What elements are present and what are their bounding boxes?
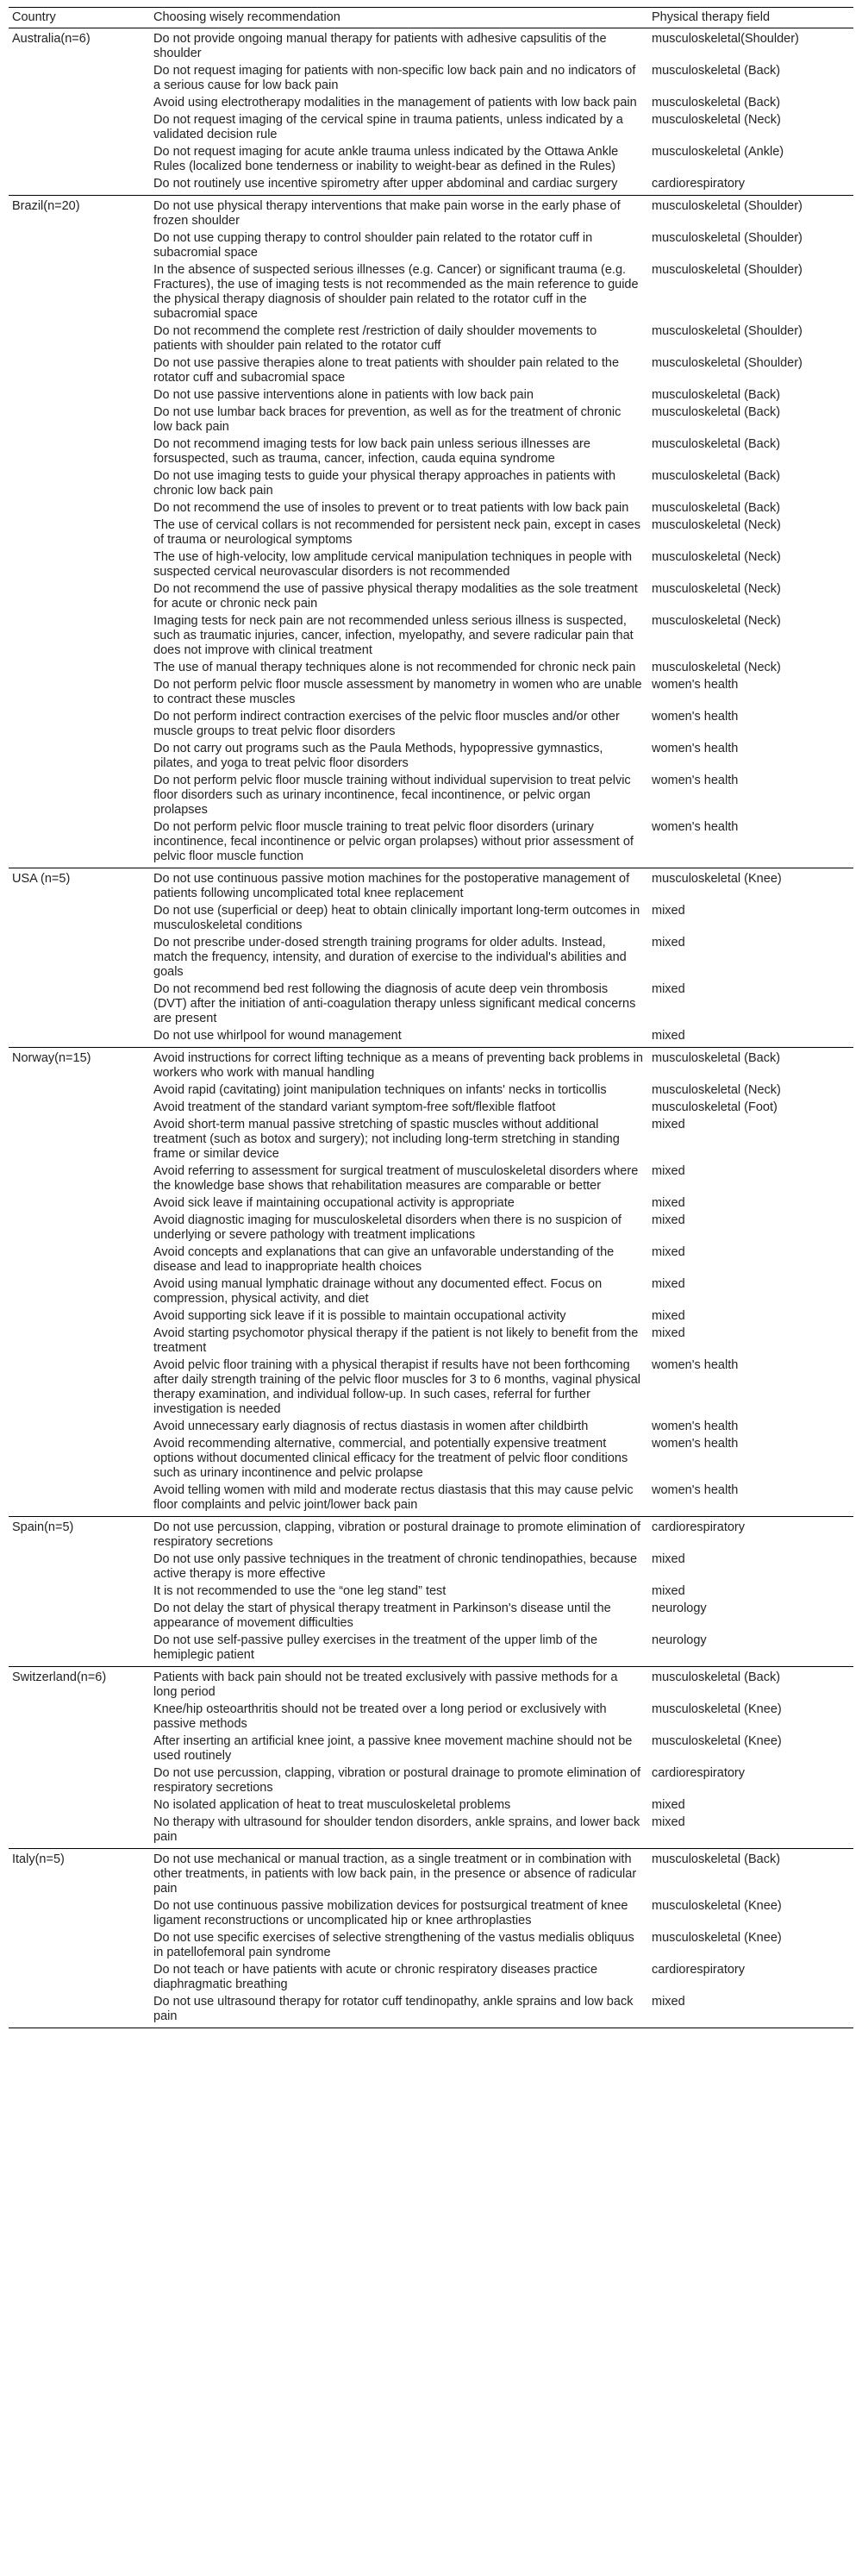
table-row [9,1326,853,1357]
table-row [9,741,853,773]
field-cell: women's health [652,1437,739,1451]
table-row [9,1765,853,1797]
country-group [9,1849,853,2028]
recommendation-cell: Avoid treatment of the standard variant symptom-free soft/flexible flatfoot [153,1100,556,1114]
country-cell [9,323,150,355]
table-row [9,549,853,581]
table-row [9,935,853,981]
country-cell: Switzerland(n=6) [12,1670,107,1684]
recommendation-cell: Avoid concepts and explanations that can give an unfavorable understanding of the disease and lead to inappropriate health choices [153,1245,615,1274]
table-row [9,1667,853,1702]
table-row [9,1898,853,1930]
country-cell: USA (n=5) [12,872,71,886]
table-row [9,95,853,112]
table-row [9,1213,853,1244]
country-cell [9,903,150,935]
field-cell: cardiorespiratory [652,177,745,191]
table-row [9,1048,853,1083]
field-cell: mixed [652,1029,685,1043]
field-cell: musculoskeletal (Back) [652,1051,781,1065]
field-cell: neurology [652,1633,707,1647]
country-cell [9,1163,150,1195]
recommendation-cell: Do not perform pelvic floor muscle assessment by manometry in women who are unable to contract these muscles [153,678,642,706]
table-row [9,112,853,144]
field-cell: musculoskeletal (Knee) [652,1931,782,1945]
field-cell: musculoskeletal (Knee) [652,1899,782,1913]
table-row [9,1962,853,1994]
field-cell: mixed [652,1196,685,1210]
country-cell [9,677,150,709]
table-row [9,1551,853,1583]
field-cell: musculoskeletal (Shoulder) [652,324,803,338]
table-row [9,1702,853,1733]
field-cell: mixed [652,1552,685,1566]
field-cell: musculoskeletal (Neck) [652,614,781,628]
country-cell [9,1419,150,1436]
field-cell: musculoskeletal (Shoulder) [652,231,803,245]
field-cell: musculoskeletal (Neck) [652,550,781,564]
recommendation-cell: Avoid pelvic floor training with a physical therapist if results have not been forthcoming after daily strength training of the pelvic floor muscles for 3 to 6 months, vaginal physical therapy examination, and individual follow-up. In such cases, referral for further investigation is needed [153,1358,640,1416]
field-cell: women's health [652,678,739,692]
field-cell: women's health [652,742,739,755]
recommendation-cell: No isolated application of heat to treat musculoskeletal problems [153,1798,511,1812]
table-row [9,660,853,677]
recommendation-cell: Do not request imaging for acute ankle trauma unless indicated by the Ottawa Ankle Rules (localized bone tenderness or inability to weight-bear as defined in the Rules) [153,145,619,173]
field-cell: musculoskeletal (Back) [652,64,781,78]
country-cell [9,1244,150,1276]
recommendation-cell: Do not use specific exercises of selective strengthening of the vastus medialis obliquus in patellofemoral pain syndrome [153,1931,634,1959]
field-cell: mixed [652,1584,685,1598]
field-cell: musculoskeletal (Shoulder) [652,199,803,213]
table-row [9,1276,853,1308]
country-cell [9,500,150,517]
table-row [9,144,853,176]
table-row [9,1117,853,1163]
table-row [9,1357,853,1419]
recommendation-cell: In the absence of suspected serious illnesses (e.g. Cancer) or significant trauma (e.g. Fractures), the use of imaging tests is not recommended as the main reference to guide the physical therapy diagnosis of shoulder pain related to the rotator cuff in the subacromial space [153,263,639,321]
field-cell: musculoskeletal(Shoulder) [652,32,799,46]
country-group [9,1048,853,1517]
recommendation-cell: It is not recommended to use the “one leg stand” test [153,1584,447,1598]
country-cell [9,1213,150,1244]
table-row [9,981,853,1028]
recommendation-cell: Do not perform indirect contraction exercises of the pelvic floor muscles and/or other muscle groups to treat pelvic floor disorders [153,710,620,738]
country-cell: Brazil(n=20) [12,199,80,213]
table-row [9,323,853,355]
field-cell: musculoskeletal (Foot) [652,1100,778,1114]
country-cell [9,1195,150,1213]
recommendation-cell: Avoid starting psychomotor physical therapy if the patient is not likely to benefit from the treatment [153,1326,639,1355]
recommendation-cell: Do not use percussion, clapping, vibration or postural drainage to promote elimination of respiratory secretions [153,1520,641,1549]
recommendation-cell: Do not delay the start of physical therapy treatment in Parkinson's disease until the appearance of movement difficulties [153,1601,611,1630]
table-row [9,819,853,868]
recommendation-cell: Do not perform pelvic floor muscle training without individual supervision to treat pelvic floor disorders such as urinary incontinence, fecal incontinence, or pelvic organ prolapses [153,774,631,817]
country-group [9,28,853,196]
country-cell [9,1117,150,1163]
field-cell: musculoskeletal (Back) [652,96,781,110]
recommendation-cell: Do not use physical therapy interventions that make pain worse in the early phase of frozen shoulder [153,199,621,228]
recommendation-cell: Avoid unnecessary early diagnosis of rectus diastasis in women after childbirth [153,1420,589,1433]
header-row [9,8,853,28]
table-row [9,1930,853,1962]
country-cell [9,95,150,112]
country-cell [9,581,150,613]
field-cell: mixed [652,1815,685,1829]
country-cell [9,1436,150,1482]
table-row [9,1733,853,1765]
country-cell [9,1962,150,1994]
country-cell [9,387,150,404]
table-row [9,903,853,935]
country-cell: Italy(n=5) [12,1852,65,1866]
table-row [9,1517,853,1552]
recommendation-cell: Do not perform pelvic floor muscle training to treat pelvic floor disorders (urinary incontinence, fecal incontinence or pelvic organ prolapses) without prior assessment of pelvic floor muscle function [153,820,634,863]
table-row [9,1797,853,1814]
country-cell [9,517,150,549]
recommendation-cell: Do not provide ongoing manual therapy for patients with adhesive capsulitis of the shoulder [153,32,607,60]
recommendation-cell: Do not use lumbar back braces for prevention, as well as for the treatment of chronic low back pain [153,405,622,434]
country-cell: Spain(n=5) [12,1520,74,1534]
country-cell [9,981,150,1028]
table-row [9,709,853,741]
country-cell [9,436,150,468]
table-row [9,1994,853,2028]
country-cell [9,1898,150,1930]
field-cell: mixed [652,1798,685,1812]
recommendation-cell: The use of manual therapy techniques alone is not recommended for chronic neck pain [153,661,636,674]
table-row [9,1100,853,1117]
recommendation-cell: Do not use continuous passive mobilization devices for postsurgical treatment of knee ligament reconstructions or uncomplicated hip or knee arthroplasties [153,1899,628,1927]
country-cell [9,1551,150,1583]
recommendation-cell: Do not use passive interventions alone in patients with low back pain [153,388,534,402]
field-cell: cardiorespiratory [652,1520,745,1534]
recommendation-cell: Do not use imaging tests to guide your physical therapy approaches in patients with chronic low back pain [153,469,616,498]
recommendation-cell: Avoid supporting sick leave if it is possible to maintain occupational activity [153,1309,566,1323]
recommendation-cell: Avoid using manual lymphatic drainage without any documented effect. Focus on compression, physical activity, and diet [153,1277,603,1306]
field-cell: musculoskeletal (Back) [652,469,781,483]
table-row [9,1082,853,1100]
table-row [9,63,853,95]
field-cell: mixed [652,1277,685,1291]
field-cell: musculoskeletal (Ankle) [652,145,784,159]
recommendation-cell: Avoid short-term manual passive stretching of spastic muscles without additional treatment (such as botox and surgery); not including long-term stretching in standing frame or similar device [153,1118,620,1161]
recommendation-cell: Avoid instructions for correct lifting technique as a means of preventing back problems in workers who work with manual handling [153,1051,643,1080]
country-cell [9,1930,150,1962]
country-cell: Norway(n=15) [12,1051,91,1065]
field-cell: musculoskeletal (Knee) [652,872,782,886]
field-cell: mixed [652,1213,685,1227]
table-row [9,387,853,404]
country-cell [9,468,150,500]
recommendation-cell: Imaging tests for neck pain are not recommended unless serious illness is suspected, such as traumatic injuries, cancer, infection, myelopathy, and severe radicular pain that does not improve with clinical treatment [153,614,634,657]
field-cell: cardiorespiratory [652,1963,745,1977]
recommendations-table [9,7,853,2028]
table-row [9,1308,853,1326]
recommendation-cell: The use of high-velocity, low amplitude cervical manipulation techniques in people with suspected cervical neurovascular disorders is not recommended [153,550,633,579]
table-row [9,404,853,436]
country-cell [9,1583,150,1601]
header-field: Physical therapy field [648,8,853,28]
recommendation-cell: Avoid telling women with mild and moderate rectus diastasis that this may cause pelvic floor complaints and pelvic joint/lower back pain [153,1483,634,1512]
country-cell [9,1633,150,1667]
field-cell: musculoskeletal (Back) [652,388,781,402]
field-cell: musculoskeletal (Back) [652,1670,781,1684]
recommendation-cell: Knee/hip osteoarthritis should not be treated over a long period or exclusively with passive methods [153,1702,607,1731]
field-cell: musculoskeletal (Neck) [652,518,781,532]
recommendation-cell: Do not use ultrasound therapy for rotator cuff tendinopathy, ankle sprains and low back pain [153,1995,634,2023]
table-row [9,1195,853,1213]
table-row [9,436,853,468]
country-cell [9,709,150,741]
field-cell: mixed [652,1118,685,1131]
field-cell: women's health [652,1420,739,1433]
country-cell [9,262,150,323]
country-cell [9,613,150,660]
table-row [9,1601,853,1633]
table-row [9,1814,853,1849]
recommendation-cell: Do not use only passive techniques in the treatment of chronic tendinopathies, because active therapy is more effective [153,1552,638,1581]
recommendation-cell: Do not use percussion, clapping, vibration or postural drainage to promote elimination of respiratory secretions [153,1766,641,1795]
country-cell [9,144,150,176]
recommendation-cell: Do not use whirlpool for wound management [153,1029,402,1043]
recommendation-cell: Do not use continuous passive motion machines for the postoperative management of patients following uncomplicated total knee replacement [153,872,630,900]
country-cell [9,1797,150,1814]
field-cell: musculoskeletal (Shoulder) [652,356,803,370]
recommendation-cell: Do not carry out programs such as the Paula Methods, hypopressive gymnastics, pilates, and yoga to treat pelvic floor disorders [153,742,603,770]
country-cell [9,404,150,436]
table-row [9,868,853,904]
table-row [9,1028,853,1048]
country-cell [9,935,150,981]
country-cell [9,549,150,581]
table-row [9,176,853,196]
recommendation-cell: Do not use (superficial or deep) heat to obtain clinically important long-term outcomes in musculoskeletal conditions [153,904,640,932]
recommendation-cell: Do not teach or have patients with acute or chronic respiratory diseases practice diaphragmatic breathing [153,1963,598,1991]
recommendation-cell: Do not use mechanical or manual traction, as a single treatment or in combination with other treatments, in patients with low back pain, in the presence or absence of radicular pain [153,1852,637,1896]
country-cell [9,1100,150,1117]
recommendation-cell: Avoid using electrotherapy modalities in the management of patients with low back pain [153,96,637,110]
field-cell: mixed [652,1164,685,1178]
country-cell [9,1326,150,1357]
recommendation-cell: Avoid diagnostic imaging for musculoskeletal disorders when there is no suspicion of underlying or severe pathology with treatment implications [153,1213,622,1242]
recommendation-cell: The use of cervical collars is not recommended for persistent neck pain, except in cases of trauma or neurological symptoms [153,518,640,547]
country-cell [9,1994,150,2028]
country-cell [9,773,150,819]
table-row [9,500,853,517]
country-cell [9,355,150,387]
table-row [9,1419,853,1436]
field-cell: cardiorespiratory [652,1766,745,1780]
country-cell [9,1601,150,1633]
field-cell: musculoskeletal (Neck) [652,113,781,127]
field-cell: women's health [652,774,739,787]
table-row [9,262,853,323]
table-row [9,773,853,819]
field-cell: musculoskeletal (Back) [652,501,781,515]
table-row [9,196,853,231]
country-cell [9,1482,150,1517]
country-cell [9,112,150,144]
field-cell: mixed [652,936,685,950]
table-header [9,8,853,28]
field-cell: musculoskeletal (Knee) [652,1702,782,1716]
recommendation-cell: Do not recommend bed rest following the diagnosis of acute deep vein thrombosis (DVT) after the initiation of anti-coagulation therapy unless significant medical concerns are present [153,982,636,1025]
country-cell [9,1082,150,1100]
field-cell: women's health [652,1358,739,1372]
recommendation-cell: Do not recommend the use of insoles to prevent or to treat patients with low back pain [153,501,629,515]
header-recommendation: Choosing wisely recommendation [150,8,648,28]
country-group [9,1667,853,1849]
field-cell: mixed [652,1326,685,1340]
field-cell: women's health [652,1483,739,1497]
field-cell: musculoskeletal (Neck) [652,1083,781,1097]
field-cell: musculoskeletal (Neck) [652,661,781,674]
field-cell: mixed [652,1309,685,1323]
country-cell [9,819,150,868]
table-row [9,677,853,709]
field-cell: mixed [652,1245,685,1259]
recommendation-cell: Avoid rapid (cavitating) joint manipulation techniques on infants' necks in torticollis [153,1083,607,1097]
country-cell [9,1276,150,1308]
recommendation-cell: Do not use self-passive pulley exercises in the treatment of the upper limb of the hemiplegic patient [153,1633,598,1662]
recommendation-cell: Do not request imaging of the cervical spine in trauma patients, unless indicated by a validated decision rule [153,113,623,141]
field-cell: mixed [652,904,685,918]
table-row [9,581,853,613]
recommendation-cell: Avoid recommending alternative, commercial, and potentially expensive treatment options without documented clinical efficacy for the treatment of pelvic floor conditions such as urinary incontinence and pelvic prolapse [153,1437,628,1480]
country-cell [9,1814,150,1849]
field-cell: musculoskeletal (Back) [652,1852,781,1866]
field-cell: musculoskeletal (Back) [652,405,781,419]
country-cell [9,1702,150,1733]
field-cell: women's health [652,710,739,724]
table-row [9,1633,853,1667]
recommendation-cell: After inserting an artificial knee joint, a passive knee movement machine should not be used routinely [153,1734,633,1763]
country-cell [9,1028,150,1048]
table-row [9,1482,853,1517]
country-group [9,1517,853,1667]
field-cell: mixed [652,1995,685,2009]
recommendation-cell: Do not use passive therapies alone to treat patients with shoulder pain related to the rotator cuff and subacromial space [153,356,620,385]
recommendation-cell: Do not recommend imaging tests for low back pain unless serious illnesses are forsuspected, such as trauma, cancer, infection, cauda equina syndrome [153,437,590,466]
table-row [9,468,853,500]
field-cell: mixed [652,982,685,996]
field-cell: musculoskeletal (Back) [652,437,781,451]
country-cell [9,1765,150,1797]
country-cell [9,63,150,95]
field-cell: neurology [652,1601,707,1615]
recommendation-cell: Do not request imaging for patients with non-specific low back pain and no indicators of a serious cause for low back pain [153,64,636,92]
table-row [9,1436,853,1482]
table-row [9,517,853,549]
recommendation-cell: No therapy with ultrasound for shoulder tendon disorders, ankle sprains, and lower back pain [153,1815,640,1844]
field-cell: women's health [652,820,739,834]
table-row [9,230,853,262]
table-row [9,28,853,64]
table-row [9,1849,853,1899]
recommendation-cell: Avoid referring to assessment for surgical treatment of musculoskeletal disorders where the knowledge base shows that rehabilitation measures are comparable or better [153,1164,639,1193]
field-cell: musculoskeletal (Knee) [652,1734,782,1748]
table-row [9,613,853,660]
country-cell [9,1357,150,1419]
country-cell [9,741,150,773]
recommendation-cell: Do not use cupping therapy to control shoulder pain related to the rotator cuff in subacromial space [153,231,593,260]
country-cell [9,230,150,262]
recommendation-cell: Do not routinely use incentive spirometry after upper abdominal and cardiac surgery [153,177,618,191]
table-row [9,355,853,387]
country-cell [9,1308,150,1326]
table-row [9,1163,853,1195]
recommendation-cell: Do not recommend the complete rest /restriction of daily shoulder movements to patients with shoulder pain related to the rotator cuff [153,324,597,353]
field-cell: musculoskeletal (Shoulder) [652,263,803,277]
country-group [9,868,853,1048]
country-cell [9,1733,150,1765]
field-cell: musculoskeletal (Neck) [652,582,781,596]
country-cell [9,176,150,196]
recommendation-cell: Patients with back pain should not be treated exclusively with passive methods for a long period [153,1670,618,1699]
table-row [9,1583,853,1601]
recommendation-cell: Avoid sick leave if maintaining occupational activity is appropriate [153,1196,515,1210]
header-country: Country [9,8,150,28]
country-cell: Australia(n=6) [12,32,91,46]
recommendation-cell: Do not recommend the use of passive physical therapy modalities as the sole treatment for acute or chronic neck pain [153,582,638,611]
recommendation-cell: Do not prescribe under-dosed strength training programs for older adults. Instead, match the frequency, intensity, and duration of exercise to the individual's abilities and goals [153,936,627,979]
table-row [9,1244,853,1276]
country-cell [9,660,150,677]
country-group [9,196,853,868]
